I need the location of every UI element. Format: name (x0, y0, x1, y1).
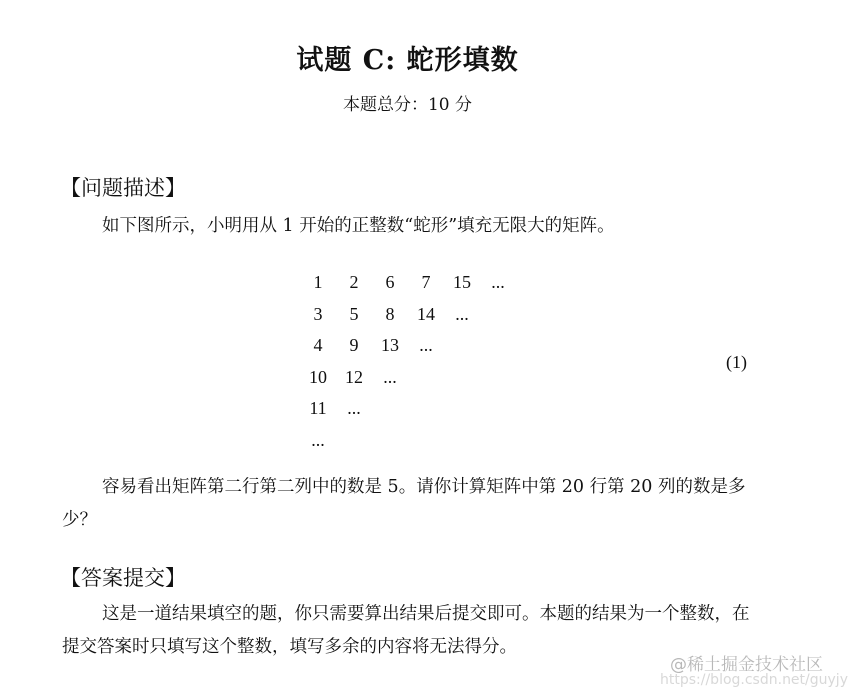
matrix-row (300, 272, 516, 304)
matrix-cell: 6 (385, 272, 395, 292)
matrix-cell: 14 (417, 303, 435, 324)
matrix-cell: 11 (309, 398, 327, 418)
problem-intro: 如下图所示，小明用从 1 开始的正整数“蛇形”填充无限大的矩阵。 (102, 216, 615, 236)
problem-description-heading: 【问题描述】 (60, 176, 186, 200)
matrix-cell: 4 (313, 335, 323, 355)
answer-instructions: 这是一道结果填空的题，你只需要算出结果后提交即可。本题的结果为一个整数，在提交答案时只填写这个整数，填写多余的内容将无法得分。 (62, 604, 750, 657)
problem-question: 容易看出矩阵第二行第二列中的数是 5。请你计算矩阵中第 20 行第 20 列的数是多少？ (62, 477, 746, 530)
matrix-cell: ... (311, 429, 325, 450)
matrix-cell: 7 (421, 272, 431, 292)
matrix-cell: 9 (349, 335, 359, 355)
problem-score: 本题总分：10 分 (342, 95, 473, 115)
matrix-row (300, 335, 516, 367)
problem-title: 试题 C: 蛇形填数 (296, 45, 519, 76)
matrix-cell: ... (347, 398, 361, 418)
matrix-cell: 13 (381, 335, 399, 355)
answer-submission-heading: 【答案提交】 (60, 566, 186, 590)
matrix-cell: ... (383, 366, 397, 387)
matrix-cell: 2 (349, 272, 359, 292)
matrix-row (300, 398, 516, 430)
watermark-label: @稀土掘金技术社区 (670, 655, 823, 675)
matrix-row (300, 304, 516, 336)
matrix-cell: 1 (313, 272, 323, 292)
matrix-cell: 5 (349, 303, 359, 324)
snake-matrix (300, 272, 516, 461)
matrix-row (300, 367, 516, 399)
matrix-cell: ... (419, 335, 433, 355)
matrix-cell: 8 (385, 303, 395, 324)
watermark-url: https://blog.csdn.net/guyjy (660, 672, 848, 688)
matrix-cell: ... (491, 272, 505, 292)
equation-label: (1) (726, 352, 747, 372)
matrix-cell: 3 (313, 303, 323, 324)
matrix-cell: ... (455, 303, 469, 324)
matrix-row (300, 430, 516, 462)
matrix-cell: 10 (309, 366, 327, 387)
matrix-cell: 15 (453, 272, 471, 292)
matrix-cell: 12 (345, 366, 363, 387)
